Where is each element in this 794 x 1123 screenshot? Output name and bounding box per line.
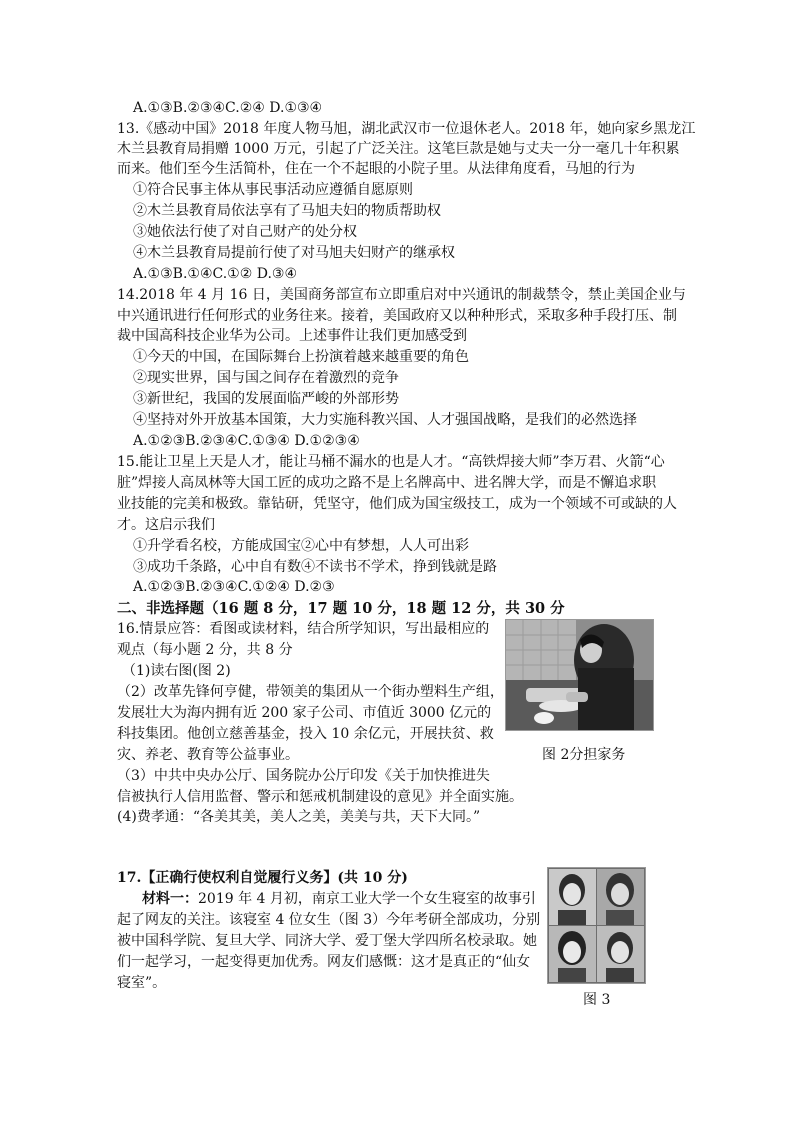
q13-item-1: ①符合民事主体从事民事活动应遵循自愿原则: [133, 182, 413, 198]
q15-stem-line-4: 才。这启示我们: [117, 517, 215, 533]
portrait-3: [549, 926, 596, 982]
q14-item-4: ④坚持对外开放基本国策，大力实施科教兴国、人才强国战略，是我们的必然选择: [133, 412, 637, 428]
q13-stem-line-2: 木兰县教育局捐赠 1000 万元，引起了广泛关注。这笔巨款是她与丈夫一分一毫几十年积累: [117, 141, 680, 157]
q16-line-8: （3）中共中央办公厅、国务院办公厅印发《关于加快推进失: [117, 768, 490, 784]
figure-3-caption: 图 3: [583, 992, 611, 1008]
q12-options: A.①③B.②③④C.②④ D.①③④: [133, 100, 323, 116]
q16-line-10: (4)费孝通：“各美其美，美人之美，美美与共，天下大同。”: [117, 809, 481, 825]
figure-2-photo: [505, 619, 654, 731]
q17-line-2: 起了网友的关注。该寝室 4 位女生（图 3）今年考研全部成功，分别: [117, 912, 541, 928]
figure-2-image: [506, 620, 653, 730]
portrait-4: [597, 926, 644, 982]
q17-material-label: 材料一：: [142, 891, 198, 907]
q16-line-1: 16.情景应答：看图或读材料，结合所学知识，写出最相应的: [117, 621, 490, 637]
q14-stem-line-2: 中兴通讯进行任何形式的业务往来。接着，美国政府又以种种形式，采取多种手段打压、制: [117, 308, 677, 324]
q17-line-3: 被中国科学院、复旦大学、同济大学、爱丁堡大学四所名校录取。她: [117, 933, 537, 949]
q16-line-6: 科技集团。他创立慈善基金，投入 10 余亿元，开展扶贫、救: [117, 726, 494, 742]
q14-stem-line-1: 14.2018 年 4 月 16 日，美国商务部宣布立即重启对中兴通讯的制裁禁令，禁止美国企业与: [117, 287, 686, 303]
q14-item-3: ③新世纪，我国的发展面临严峻的外部形势: [133, 391, 399, 407]
q15-stem-line-3: 业技能的完美和极致。靠钻研，凭坚守，他们成为国宝级技工，成为一个领域不可或缺的人: [117, 496, 677, 512]
figure-3-photo: [547, 867, 646, 984]
q16-line-9: 信被执行人信用监督、警示和惩戒机制建设的意见》并全面实施。: [117, 789, 523, 805]
q13-stem-line-3: 而来。他们至今生活简朴，住在一个不起眼的小院子里。从法律角度看，马旭的行为: [117, 161, 635, 177]
portrait-2: [597, 869, 644, 925]
q13-options: A.①③B.①④C.①② D.③④: [133, 266, 297, 282]
q13-item-3: ③她依法行使了对自己财产的处分权: [133, 224, 357, 240]
q13-item-2: ②木兰县教育局依法享有了马旭夫妇的物质帮助权: [133, 203, 441, 219]
q14-item-1: ①今天的中国，在国际舞台上扮演着越来越重要的角色: [133, 349, 469, 365]
q15-stem-line-1: 15.能让卫星上天是人才，能让马桶不漏水的也是人才。“高铁焊接大师”李万君、火箭“心: [117, 454, 665, 470]
q16-line-2: 观点（每小题 2 分，共 8 分: [117, 642, 293, 658]
q16-line-7: 灾、养老、教育等公益事业。: [117, 747, 299, 763]
q13-stem-line-1: 13.《感动中国》2018 年度人物马旭，湖北武汉市一位退休老人。2018 年，她向家乡黑龙江: [117, 121, 696, 137]
q14-stem-line-3: 裁中国高科技企业华为公司。上述事件让我们更加感受到: [117, 328, 467, 344]
figure-2-caption: 图 2分担家务: [542, 747, 626, 763]
q17-line-1-text: 2019 年 4 月初，南京工业大学一个女生寝室的故事引: [198, 891, 536, 907]
q15-stem-line-2: 脏”焊接人高凤林等大国工匠的成功之路不是上名牌高中、进名牌大学，而是不懈追求职: [117, 475, 657, 491]
figure-3-image: [548, 868, 645, 983]
q16-line-5: 发展壮大为海内拥有近 200 家子公司、市值近 3000 亿元的: [117, 705, 492, 721]
q17-line-5: 寝室”。: [117, 975, 167, 991]
q15-options: A.①②③B.②③④C.①②④ D.②③: [133, 579, 335, 595]
q14-item-2: ②现实世界，国与国之间存在着激烈的竞争: [133, 370, 399, 386]
q15-item-2: ③成功千条路，心中自有数④不读书不学术，挣到钱就是路: [133, 559, 497, 575]
q17-title-text: 17.【正确行使权利自觉履行义务】(共 10 分): [117, 870, 408, 886]
q16-line-3: （1)读右图(图 2): [122, 663, 231, 679]
section-2-title: 二、非选择题（16 题 8 分，17 题 10 分，18 题 12 分，共 30 分: [117, 600, 565, 617]
q17-line-4: 们一起学习，一起变得更加优秀。网友们感慨：这才是真正的“仙女: [117, 954, 531, 970]
q16-line-4: （2）改革先锋何亨健，带领美的集团从一个街办塑料生产组，: [117, 684, 504, 700]
q14-options: A.①②③B.②③④C.①③④ D.①②③④: [133, 433, 360, 449]
portrait-1: [549, 869, 596, 925]
q17-title: [117, 869, 408, 888]
q17-line-1: [142, 890, 536, 909]
q13-item-4: ④木兰县教育局提前行使了对马旭夫妇财产的继承权: [133, 245, 455, 261]
q15-item-1: ①升学看名校，方能成国宝②心中有梦想，人人可出彩: [133, 538, 469, 554]
